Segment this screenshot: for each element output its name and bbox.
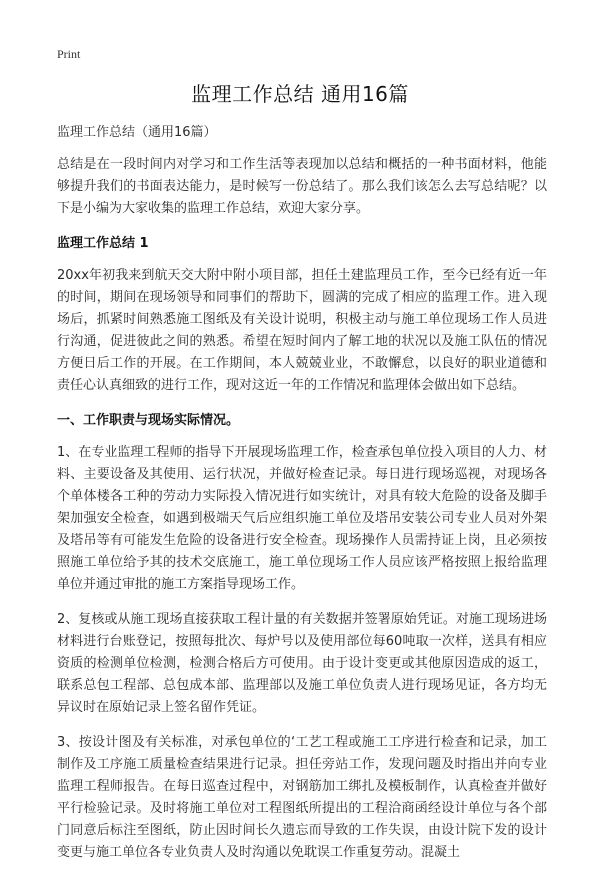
body-paragraph: 3、按设计图及有关标准，对承包单位的‘工艺工程或施工工序进行检查和记录，加工制作及工序施工质量检查结果进行记录。担任旁站工作，发现问题及时指出并向专业监理工程师报告。在每日巡查过程中，对钢筋加工绑扎及模板制作，认真检查并做好平行检验记录。及时将施工单位对工程图纸所提出的工程洽商函经设计单位与各个部门同意后标注至图纸，防止因时间长久遗忘而导致的工作失误，由设计院下发的设计变更与施工单位各专业负责人及时沟通以免耽误工作重复劳动。混凝土: [57, 735, 547, 860]
document-body: [57, 122, 547, 877]
article-heading: 监理工作总结 1: [57, 236, 149, 251]
intro-paragraph: 总结是在一段时间内对学习和工作生活等表现加以总结和概括的一种书面材料，他能够提升我们的书面表达能力，是时候写一份总结了。那么我们该怎么去写总结呢？以下是小编为大家收集的监理工作总结，欢迎大家分享。: [57, 157, 547, 216]
body-paragraph: 2、复核或从施工现场直接获取工程计量的有关数据并签署原始凭证。对施工现场进场材料进行台账登记，按照每批次、每炉号以及使用部位每60吨取一次样，送具有相应资质的检测单位检测，检测合格后方可使用。由于设计变更或其他原因造成的返工，联系总包工程部、总包成本部、监理部以及施工单位负责人进行现场见证，各方均无异议时在原始记录上签名留作凭证。: [57, 612, 547, 715]
document-subtitle: 监理工作总结（通用16篇）: [57, 125, 217, 140]
document-title: 监理工作总结 通用16篇: [191, 82, 409, 106]
print-link[interactable]: Print: [57, 47, 81, 61]
body-paragraph: 1、在专业监理工程师的指导下开展现场监理工作，检查承包单位投入项目的人力、材料、主要设备及其使用、运行状况，并做好检查记录。每日进行现场巡视，对现场各个单体楼各工种的劳动力实际投入情况进行如实统计，对具有较大危险的设备及脚手架加强安全检查，如遇到极端天气后应组织施工单位及塔吊安装公司专业人员对外架及塔吊等有可能发生危险的设备进行安全检查。现场操作人员需持证上岗，且必须按照施工单位给予其的技术交底施工，施工单位现场工作人员应该严格按照上报给监理单位并通过审批的施工方案指导现场工作。: [57, 445, 547, 592]
article-intro-paragraph: 20xx年初我来到航天交大附中附小项目部，担任土建监理员工作，至今已经有近一年的时间，期间在现场领导和同事们的帮助下，圆满的完成了相应的监理工作。进入现场后，抓紧时间熟悉施工图纸及有关设计说明，积极主动与施工单位现场工作人员进行沟通，促进彼此之间的熟悉。希望在短时间内了解工地的状况以及施工队伍的情况方便日后工作的开展。在工作期间，本人兢兢业业，不敢懈怠，以良好的职业道德和责任心认真细致的进行工作，现对这近一年的工作情况和监理体会做出如下总结。: [57, 268, 547, 393]
section-heading: 一、工作职责与现场实际情况。: [57, 413, 240, 428]
